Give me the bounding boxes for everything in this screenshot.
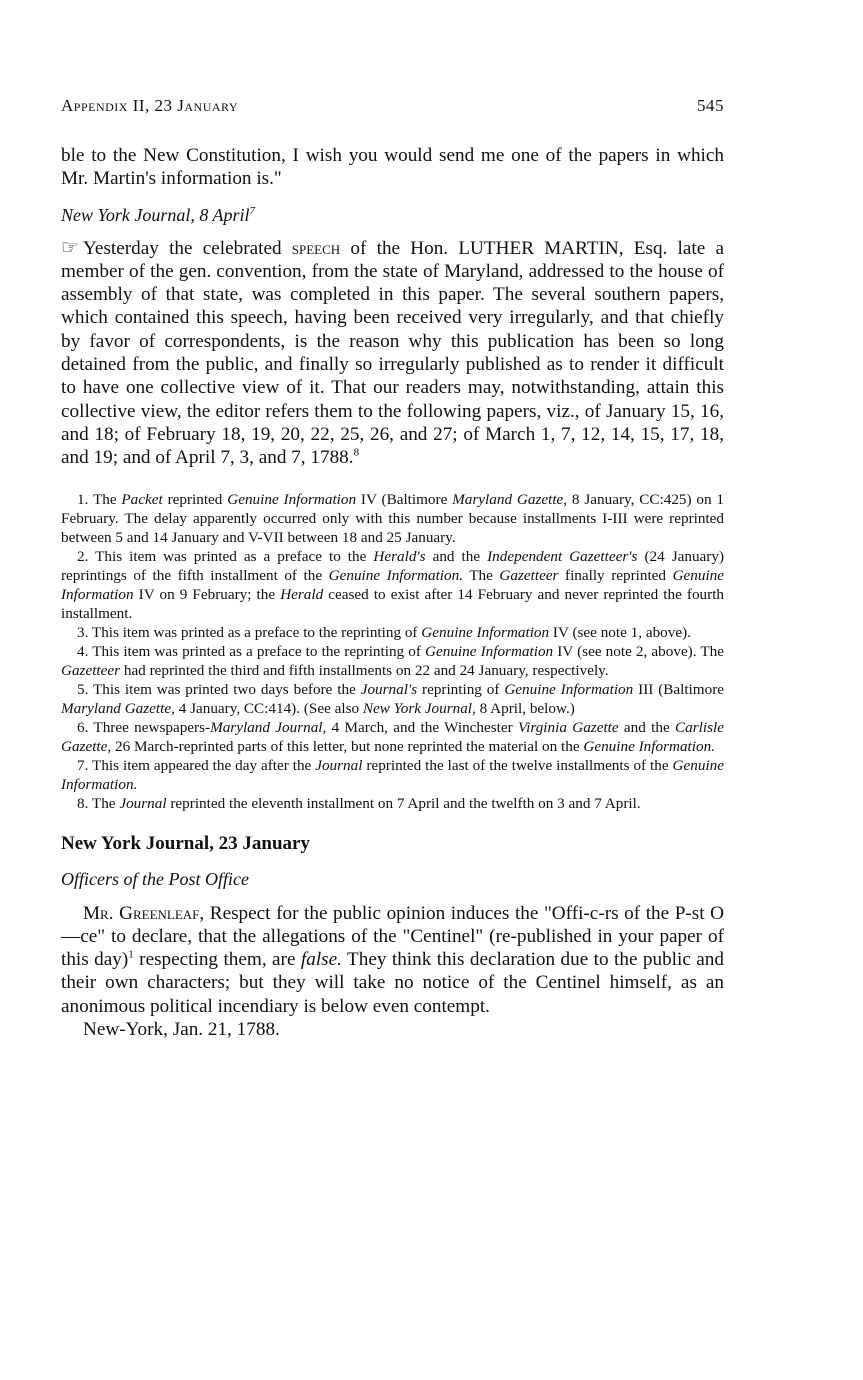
pointing-hand-icon: ☞ bbox=[61, 236, 79, 259]
martin-speech-paragraph bbox=[61, 237, 724, 470]
signoff-date: New-York, Jan. 21, 1788. bbox=[83, 1019, 280, 1041]
para-start: Yesterday the celebrated bbox=[83, 237, 292, 259]
note-2: 2. This item was printed as a preface to the Herald's and the Independent Gazetteer's (24 January) reprintings of the fifth installment of the Genuine Information. The Gazetteer finally reprinted Genuine Information IV on 9 February; the Herald ceased to exist after 14 February and never reprinted the fourth installment. bbox=[61, 547, 725, 622]
dateline-nyj-8-april bbox=[61, 205, 724, 226]
speech-word: speech bbox=[291, 237, 341, 259]
salutation: Mr. Greenleaf, bbox=[83, 902, 205, 924]
dateline-text: New York Journal, 8 April bbox=[61, 204, 250, 225]
footnote-ref-1: 1 bbox=[128, 948, 134, 961]
note-3: 3. This item was printed as a preface to the reprinting of Genuine Information IV (see note 1, above). bbox=[77, 623, 691, 641]
para-rest: of the Hon. LUTHER MARTIN, Esq. late a member of the gen. convention, from the state of Maryland, addressed to the house of assembly of that state, was completed in this paper. The several southern papers, which contained this speech, having been received very irregularly, and that chiefly by favor of correspondents, is the reason why this publication has been so long detained from the public, and finally so irregularly published as to render it difficult to have one collective view of it. That our readers may, notwithstanding, attain this collective view, the editor refers them to the following papers, viz., of January 15, 16, and 18; of February 18, 19, 20, 22, 25, 26, and 27; of March 1, 7, 12, 14, 15, 17, 18, and 19; and of April 7, 3, and 7, 1788. bbox=[61, 237, 724, 469]
footnote-ref-7: 7 bbox=[249, 204, 256, 217]
note-7: 7. This item appeared the day after the Journal reprinted the last of the twelve installments of the Genuine Information. bbox=[61, 756, 724, 793]
header-title: Appendix II, 23 January bbox=[61, 96, 239, 115]
section-title: New York Journal, 23 January bbox=[61, 832, 310, 854]
note-1: 1. The Packet reprinted Genuine Information IV (Baltimore Maryland Gazette, 8 January, CC:425) on 1 February. The delay apparently occurred only with this number because installments I-III were reprinted between 5 and 14 January and V-VII between 18 and 25 January. bbox=[61, 490, 725, 546]
note-5: 5. This item was printed two days before the Journal's reprinting of Genuine Information III (Baltimore Maryland Gazette, 4 January, CC:414). (See also New York Journal, 8 April, below.) bbox=[61, 680, 724, 717]
greenleaf-paragraph: Mr. Greenleaf, Respect for the public opinion induces the "Offi-c-rs of the P-st O—ce" to declare, that the allegations of the "Centinel" (re-published in your paper of this day)$^1$ respecting them, are false. They think this declaration due to the public and their own characters; but they will take no notice of the Centinel himself, as an anonimous political incendiary is below even contempt. bbox=[61, 902, 724, 1017]
page-number: 545 bbox=[697, 96, 724, 115]
section-subtitle: Officers of the Post Office bbox=[61, 868, 249, 889]
note-8: 8. The Journal reprinted the eleventh installment on 7 April and the twelfth on 3 and 7 April. bbox=[77, 794, 641, 812]
continued-paragraph: ble to the New Constitution, I wish you would send me one of the papers in which Mr. Martin's information is." bbox=[61, 145, 724, 190]
false-word: false. bbox=[300, 949, 342, 971]
running-header bbox=[61, 96, 724, 116]
note-4: 4. This item was printed as a preface to the reprinting of Genuine Information IV (see note 2, above). The Gazetteer had reprinted the third and fifth installments on 22 and 24 January, respectively. bbox=[61, 642, 724, 679]
footnotes bbox=[61, 490, 724, 813]
note-6: 6. Three newspapers-Maryland Journal, 4 March, and the Winchester Virginia Gazette and the Carlisle Gazette, 26 March-reprinted parts of this letter, but none reprinted the material on the Genuine Information. bbox=[61, 718, 724, 755]
document-page bbox=[61, 96, 724, 1041]
footnote-ref-8: 8 bbox=[353, 446, 360, 459]
